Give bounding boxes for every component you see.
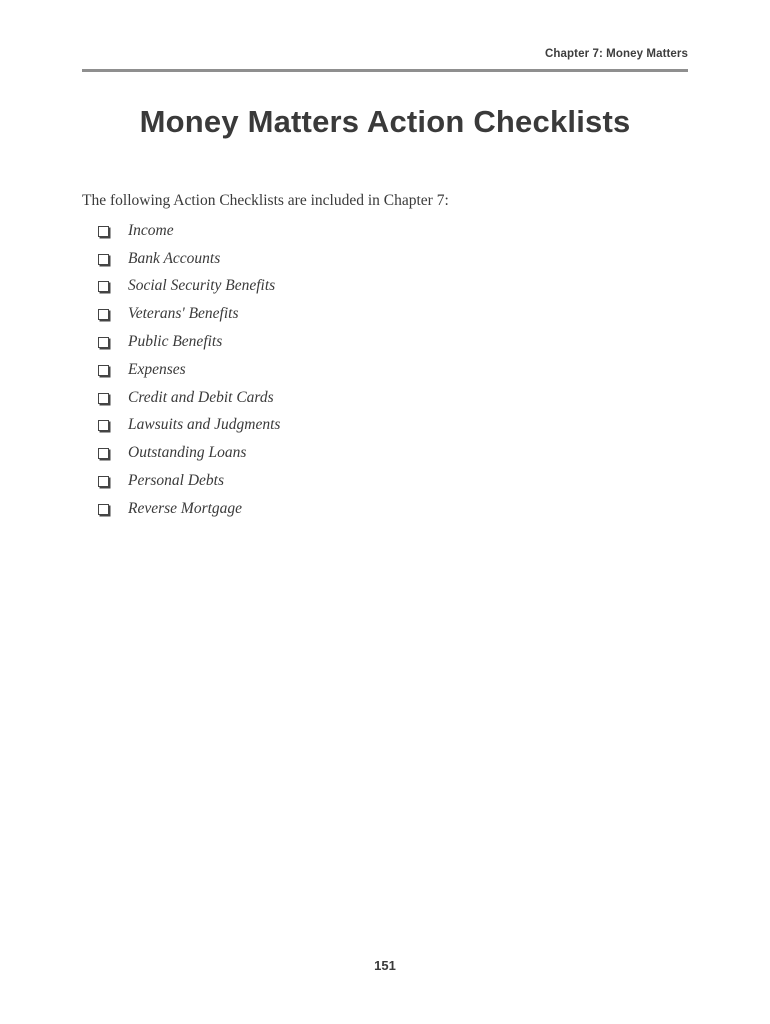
checkbox-icon	[98, 254, 109, 265]
checklist-item-personal-debts	[98, 467, 280, 495]
page-title: Money Matters Action Checklists	[139, 104, 631, 139]
checkbox-icon	[98, 281, 109, 292]
checklist-item-label: Social Security Benefits	[128, 277, 276, 295]
checkbox-icon	[98, 393, 109, 404]
checklist-item-lawsuits-and-judgments	[98, 412, 280, 440]
checklist-item-income	[98, 217, 280, 245]
checkbox-icon	[98, 504, 109, 515]
checklist-item-veterans-benefits	[98, 300, 280, 328]
checklist-item-label: Veterans' Benefits	[128, 305, 239, 323]
checkbox-icon	[98, 365, 109, 376]
intro-text: The following Action Checklists are included in Chapter 7:	[82, 192, 449, 209]
checklist-item-outstanding-loans	[98, 439, 280, 467]
checkbox-icon	[98, 226, 109, 237]
checkbox-icon	[98, 309, 109, 320]
checklist-item-expenses	[98, 356, 280, 384]
header-rule	[82, 69, 688, 72]
checkbox-icon	[98, 448, 109, 459]
checklist-item-label: Public Benefits	[128, 333, 223, 351]
checklist-item-label: Income	[128, 221, 174, 239]
checklist-item-label: Lawsuits and Judgments	[128, 416, 281, 434]
checkbox-icon	[98, 337, 109, 348]
checklist-item-label: Outstanding Loans	[128, 444, 247, 462]
checklist-item-credit-and-debit-cards	[98, 384, 280, 412]
running-head: Chapter 7: Money Matters	[545, 48, 688, 60]
checklist-item-reverse-mortgage	[98, 495, 280, 523]
checklist-item-public-benefits	[98, 328, 280, 356]
checklist-item-label: Bank Accounts	[128, 249, 221, 267]
checklist	[98, 217, 280, 523]
checklist-item-label: Credit and Debit Cards	[128, 388, 274, 406]
checkbox-icon	[98, 420, 109, 431]
checklist-item-label: Personal Debts	[128, 472, 225, 490]
page-number: 151	[374, 958, 396, 973]
checklist-item-label: Expenses	[128, 360, 186, 378]
checklist-item-bank-accounts	[98, 245, 280, 273]
checklist-item-social-security-benefits	[98, 273, 280, 301]
checklist-item-label: Reverse Mortgage	[128, 499, 243, 517]
checkbox-icon	[98, 476, 109, 487]
